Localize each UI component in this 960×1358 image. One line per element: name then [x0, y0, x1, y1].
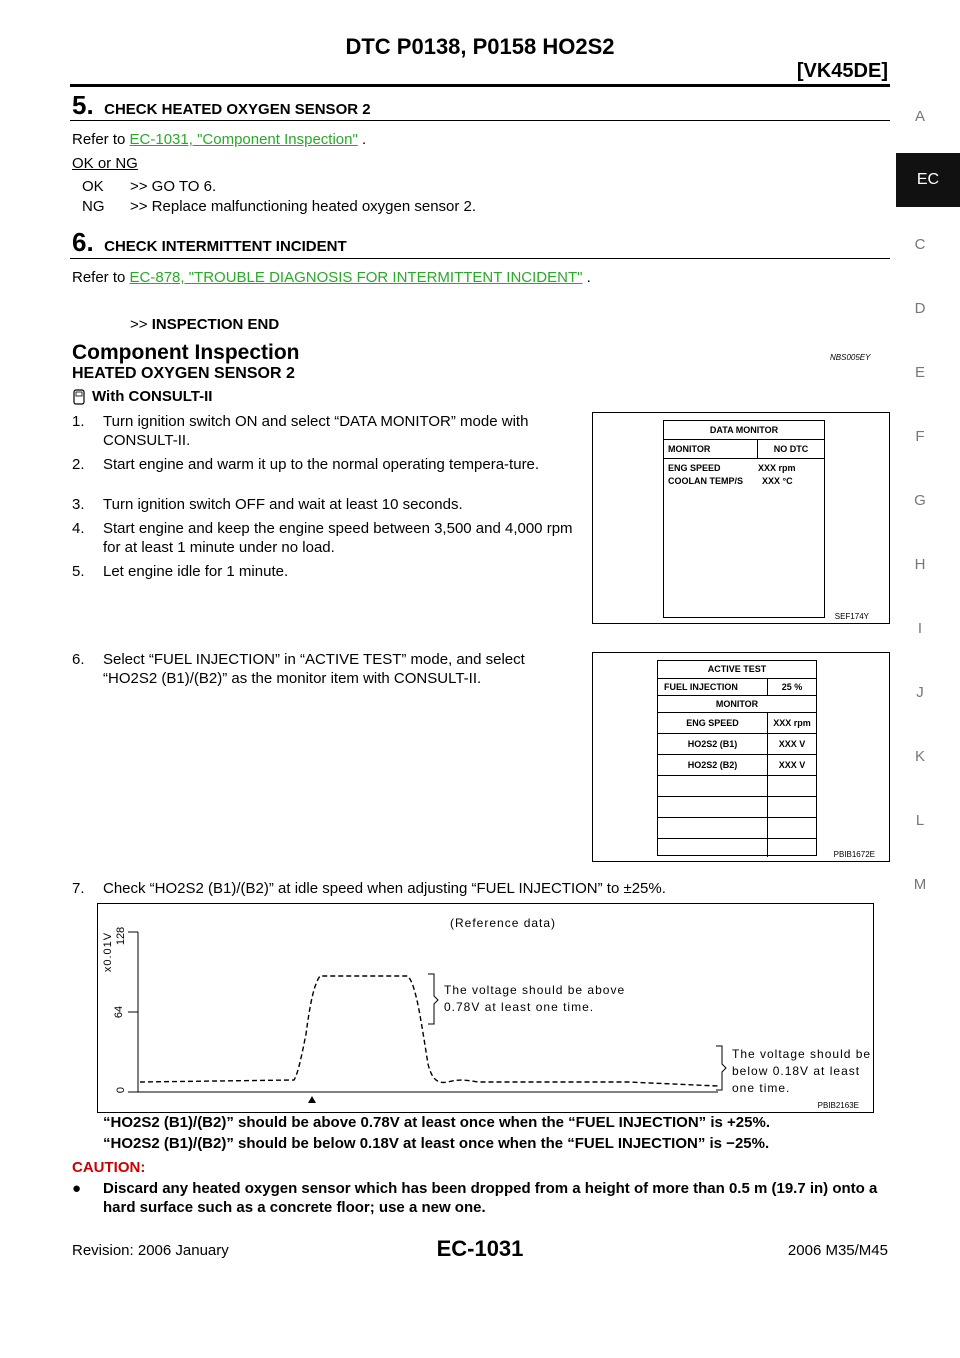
step-5-heading: 5. CHECK HEATED OXYGEN SENSOR 2 — [72, 90, 371, 120]
ok-ng-label: OK or NG — [72, 155, 138, 172]
section-tab-j[interactable]: J — [916, 684, 924, 701]
divider — [70, 120, 890, 121]
active-test-figure — [592, 652, 890, 862]
section-tab-f[interactable]: F — [915, 428, 925, 445]
result-above: “HO2S2 (B1)/(B2)” should be above 0.78V at least once when the “FUEL INJECTION” is +25%. — [103, 1114, 770, 1131]
step-6-refer: Refer to EC-878, "TROUBLE DIAGNOSIS FOR INTERMITTENT INCIDENT" . — [72, 269, 591, 286]
footer-revision: Revision: 2006 January — [72, 1242, 229, 1259]
list-item: 1. Turn ignition switch ON and select “DATA MONITOR” mode with CONSULT-II. — [72, 413, 529, 449]
y-axis-labels — [102, 928, 132, 988]
list-item: 6. Select “FUEL INJECTION” in “ACTIVE TEST” mode, and select “HO2S2 (B1)/(B2)” as the monitor item with CONSULT-II. — [72, 651, 525, 687]
section-tab-e[interactable]: E — [914, 364, 925, 381]
list-item: 7. Check “HO2S2 (B1)/(B2)” at idle speed when adjusting “FUEL INJECTION” to ±25%. — [72, 880, 666, 897]
caution-label: CAUTION: — [72, 1159, 146, 1176]
section-tab-i[interactable]: I — [917, 620, 923, 637]
consult-heading: With CONSULT-II — [72, 388, 212, 405]
y-tick-128: 128 — [115, 926, 128, 946]
header-divider — [70, 84, 890, 87]
consult-tool-icon — [72, 389, 86, 405]
y-tick-0: 0 — [115, 1086, 128, 1094]
note-above: The voltage should be above 0.78V at least one time. — [444, 983, 626, 1014]
data-monitor-screen: DATA MONITOR MONITOR NO DTC ENG SPEED XXX rpm COOLAN TEMP/S XXX °C — [663, 420, 825, 618]
list-item: 4. Start engine and keep the engine speed between 3,500 and 4,000 rpm for at least 1 minute under no load. — [72, 520, 573, 556]
ok-result: OK >> GO TO 6. — [82, 178, 217, 195]
footer-model: 2006 M35/M45 — [787, 1242, 888, 1259]
ng-result: NG >> Replace malfunctioning heated oxygen sensor 2. — [82, 198, 477, 215]
caution-item: ● Discard any heated oxygen sensor which has been dropped from a height of more than 0.5 m (19.7 in) onto a hard surface such as a concrete floor; use a new one. — [72, 1180, 878, 1216]
page-title: DTC P0138, P0158 HO2S2 — [345, 34, 615, 59]
section-tab-g[interactable]: G — [914, 492, 926, 509]
reference-voltage-graph — [97, 903, 874, 1113]
section-index — [896, 0, 960, 1358]
section-code: NBS005EY — [830, 353, 871, 362]
result-below: “HO2S2 (B1)/(B2)” should be below 0.18V at least once when the “FUEL INJECTION” is −25%. — [103, 1135, 770, 1152]
section-tab-ec[interactable]: EC — [896, 153, 960, 207]
section-tab-a[interactable]: A — [914, 108, 925, 125]
step-5-refer: Refer to EC-1031, "Component Inspection" . — [72, 131, 367, 148]
list-item: 5. Let engine idle for 1 minute. — [72, 563, 289, 580]
step-6-heading: 6. CHECK INTERMITTENT INCIDENT — [72, 227, 347, 257]
component-inspection-link[interactable]: EC-1031, "Component Inspection" — [129, 131, 358, 148]
y-tick-64: 64 — [113, 1005, 126, 1019]
section-tab-l[interactable]: L — [915, 812, 925, 829]
figure-code: SEF174Y — [834, 612, 869, 621]
engine-code: [VK45DE] — [796, 60, 888, 82]
page-number: EC-1031 — [436, 1236, 524, 1261]
note-below: The voltage should be below 0.18V at least one time. — [732, 1047, 872, 1095]
list-item: 2. Start engine and warm it up to the normal operating tempera-ture. — [72, 456, 540, 473]
figure-code: PBIB2163E — [817, 1101, 859, 1110]
section-tab-c[interactable]: C — [914, 236, 926, 253]
figure-code: PBIB1672E — [833, 850, 875, 859]
subsection-title: HEATED OXYGEN SENSOR 2 — [72, 365, 295, 382]
inspection-end: >> INSPECTION END — [130, 316, 280, 333]
section-tab-k[interactable]: K — [914, 748, 925, 765]
active-test-screen: ACTIVE TEST FUEL INJECTION 25 % MONITOR ENG SPEED XXX rpm HO2S2 (B1) XXX V HO2S2 (B2) XXX V — [657, 660, 817, 856]
list-item: 3. Turn ignition switch OFF and wait at least 10 seconds. — [72, 496, 463, 513]
section-title: Component Inspection — [72, 341, 300, 364]
graph-caption: (Reference data) — [450, 916, 557, 930]
section-tab-m[interactable]: M — [913, 876, 927, 893]
section-tab-h[interactable]: H — [914, 556, 926, 573]
intermittent-incident-link[interactable]: EC-878, "TROUBLE DIAGNOSIS FOR INTERMITTENT INCIDENT" — [129, 269, 583, 286]
data-monitor-figure — [592, 412, 890, 624]
divider — [70, 258, 890, 259]
bullet-icon: ● — [72, 1180, 82, 1197]
section-tab-d[interactable]: D — [914, 300, 926, 317]
y-axis-unit: x0.01V — [102, 931, 115, 973]
